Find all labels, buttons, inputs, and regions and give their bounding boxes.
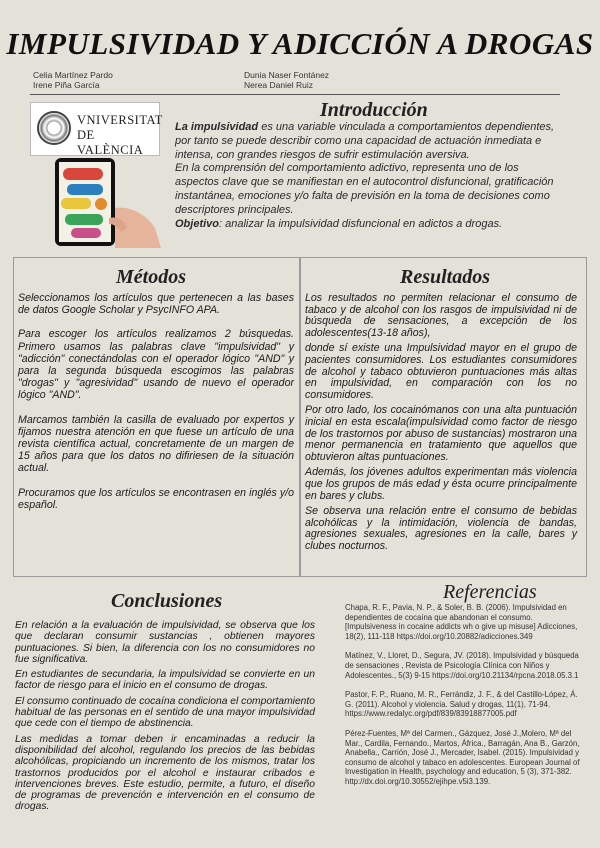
reference-item: Matínez, V., Lloret, D., Segura, JV. (2018). Impulsividad y búsqueda de sensaciones , Revista de Psicología Clínica con Niños y Adolescentes., 5(3) 9-15 https://doi.org/10.21134/rpcna.2018.05.3.1 (345, 651, 579, 680)
conclusions-paragraph: En relación a la evaluación de impulsividad, se observa que los que declaran consumir sustancias , obtienen mayores puntuaciones. Si bien, la diferencia con los no consumidores no fue significativa. (15, 620, 315, 665)
introduction-text (175, 121, 557, 231)
results-paragraph: Se observa una relación entre el consumo de bebidas alcohólicas y la intimidación, violencia de bandas, agresiones sexuales, agresiones en la calle, bares y clubes nocturnos. (305, 505, 577, 552)
university-logo (30, 102, 163, 157)
intro-objective: Objetivo: analizar la impulsividad disfuncional en adictos a drogas. (175, 217, 503, 230)
conclusions-heading: Conclusiones (111, 590, 223, 612)
methods-text (18, 292, 294, 523)
author-name: Irene Piña García (33, 80, 100, 90)
reference-item: Pastor, F. P., Ruano, M. R., Ferrándiz, J. F., & del Castillo-López, Á. G. (2011). Alcohol y violencia. Salud y drogas, 11(1), 71-94. https://www.redalyc.org/pdf/839/83918877005.pdf (345, 690, 578, 719)
conclusions-paragraph: Las medidas a tomar deben ir encaminadas a reducir la disponibilidad del alcohol, regulando los precios de las bebidas alcohólicas, propiciando un incremento de los mismos, tratar los trastornos producidos por el alcohol e instaurar cribados e intervenciones breves. Este estudio, permite, a futuro, el diseño de programas de prevención e intervención en el consumo de drogas. (15, 733, 315, 813)
results-paragraph: Por otro lado, los cocainómanos con una alta puntuación inicial en esta escala(impulsividad como factor de riesgo de los trastornos por abuso de sustancias) mostraron una menor permanencia en tratamiento que aquellos que obtuvieron altas puntuaciones. (305, 404, 577, 463)
author-name: Dunia Naser Fontánez (244, 70, 330, 80)
references-list (345, 603, 585, 797)
methods-heading: Métodos (116, 266, 186, 288)
authors-left (33, 70, 113, 90)
references-heading: Referencias (443, 581, 537, 603)
introduction-heading: Introducción (320, 99, 428, 121)
title-divider (30, 94, 560, 95)
conclusions-paragraph: En estudiantes de secundaria, la impulsividad se convierte en un factor de riesgo para el inicio en el consumo de drogas. (15, 669, 315, 692)
poster-title: IMPULSIVIDAD Y ADICCIÓN A DROGAS (6, 26, 594, 61)
results-text (305, 293, 577, 556)
phone-pills-illustration (55, 158, 165, 248)
authors-right (244, 70, 329, 90)
results-paragraph: Los resultados no permiten relacionar el consumo de tabaco y de alcohol con los rasgos de impulsividad ni de búsqueda de sensaciones, a excepción de los adolescentes(13-18 años), (305, 292, 577, 339)
university-seal-icon (37, 111, 71, 145)
methods-paragraph: Marcamos también la casilla de evaluado por expertos y fijamos nuestra atención en que fuese un artículo de una revista científica actual, concretamente de un margen de 15 años para que los datos no difiriesen de la situación actual. (18, 413, 294, 475)
intro-paragraph: En la comprensión del comportamiento adictivo, representa uno de los aspectos clave que se manifiestan en el autocontrol disfuncional, gratificación instantánea, emociones y/o falta de previsión en la toma de decisiones como descriptores principales. (175, 162, 554, 216)
intro-paragraph: La impulsividad es una variable vinculada a comportamientos dependientes, por tanto se puede describir como una capacidad de actuación inmediata e intensa, con grandes riesgos de sufrir estimulación aversiva. (175, 121, 555, 161)
methods-paragraph: Para escoger los artículos realizamos 2 búsquedas. Primero usamos las palabras clave "impulsividad" y "adicción" conectándolas con el operador lógico "AND" y para la segunda búsqueda escogimos las palabras "drogas" y "agresividad" usando de nuevo el operador lógico "AND". (18, 328, 294, 402)
methods-paragraph: Seleccionamos los artículos que pertenecen a las bases de datos Google Scholar y PsycINFO APA. (18, 292, 294, 317)
results-paragraph: Además, los jóvenes adultos experimentan más violencia que los grupos de más edad y ésta ocurre principalmente en bares y clubs. (305, 466, 577, 502)
results-paragraph: donde sí existe una Impulsividad mayor en el grupo de pacientes consumidores. Los estudiantes consumidores de alcohol y tabaco obtuvieron puntuaciones más altas en impulsividad, en comparación con los no consumidores. (305, 342, 577, 401)
author-name: Celia Martínez Pardo (33, 70, 113, 80)
university-name: VNIVERSITAT DE VALÈNCIA (77, 113, 163, 157)
reference-item: Chapa, R. F., Pavia, N. P., & Soler, B. B. (2006). Impulsividad en dependientes de cocaína que abandonan el consumo. [Impulsiveness in cocaine addicts wh o give up misuse] Adicciones, 18(2), 111-118 https://doi.org/10.20882/adicciones.349 (345, 603, 578, 641)
conclusions-text (15, 620, 315, 817)
methods-paragraph: Procuramos que los artículos se encontrasen en inglés y/o español. (18, 486, 294, 511)
results-heading: Resultados (400, 266, 491, 288)
reference-item: Pérez-Fuentes, Mª del Carmen., Gázquez, José J.,Molero, Mª del Mar., Cardila, Fernando., Martos, África., Barragán, Ana B., Garzón, Anabella., Carrión, José J., Mercader, Isabel. (2015). Impulsividad y consumo de alcohol y tabaco en adolescentes. European Journal of Investigation in Health, psychology and education, 5 (3), 371-382. http://dx.doi.org/10.30552/ejihpe.v5i3.139. (345, 728, 580, 786)
conclusions-paragraph: El consumo continuado de cocaína condiciona el comportamiento habitual de las personas en el sentido de una mayor impulsividad que cede con el tiempo de abstinencia. (15, 695, 315, 730)
author-name: Nerea Daniel Ruiz (244, 80, 313, 90)
